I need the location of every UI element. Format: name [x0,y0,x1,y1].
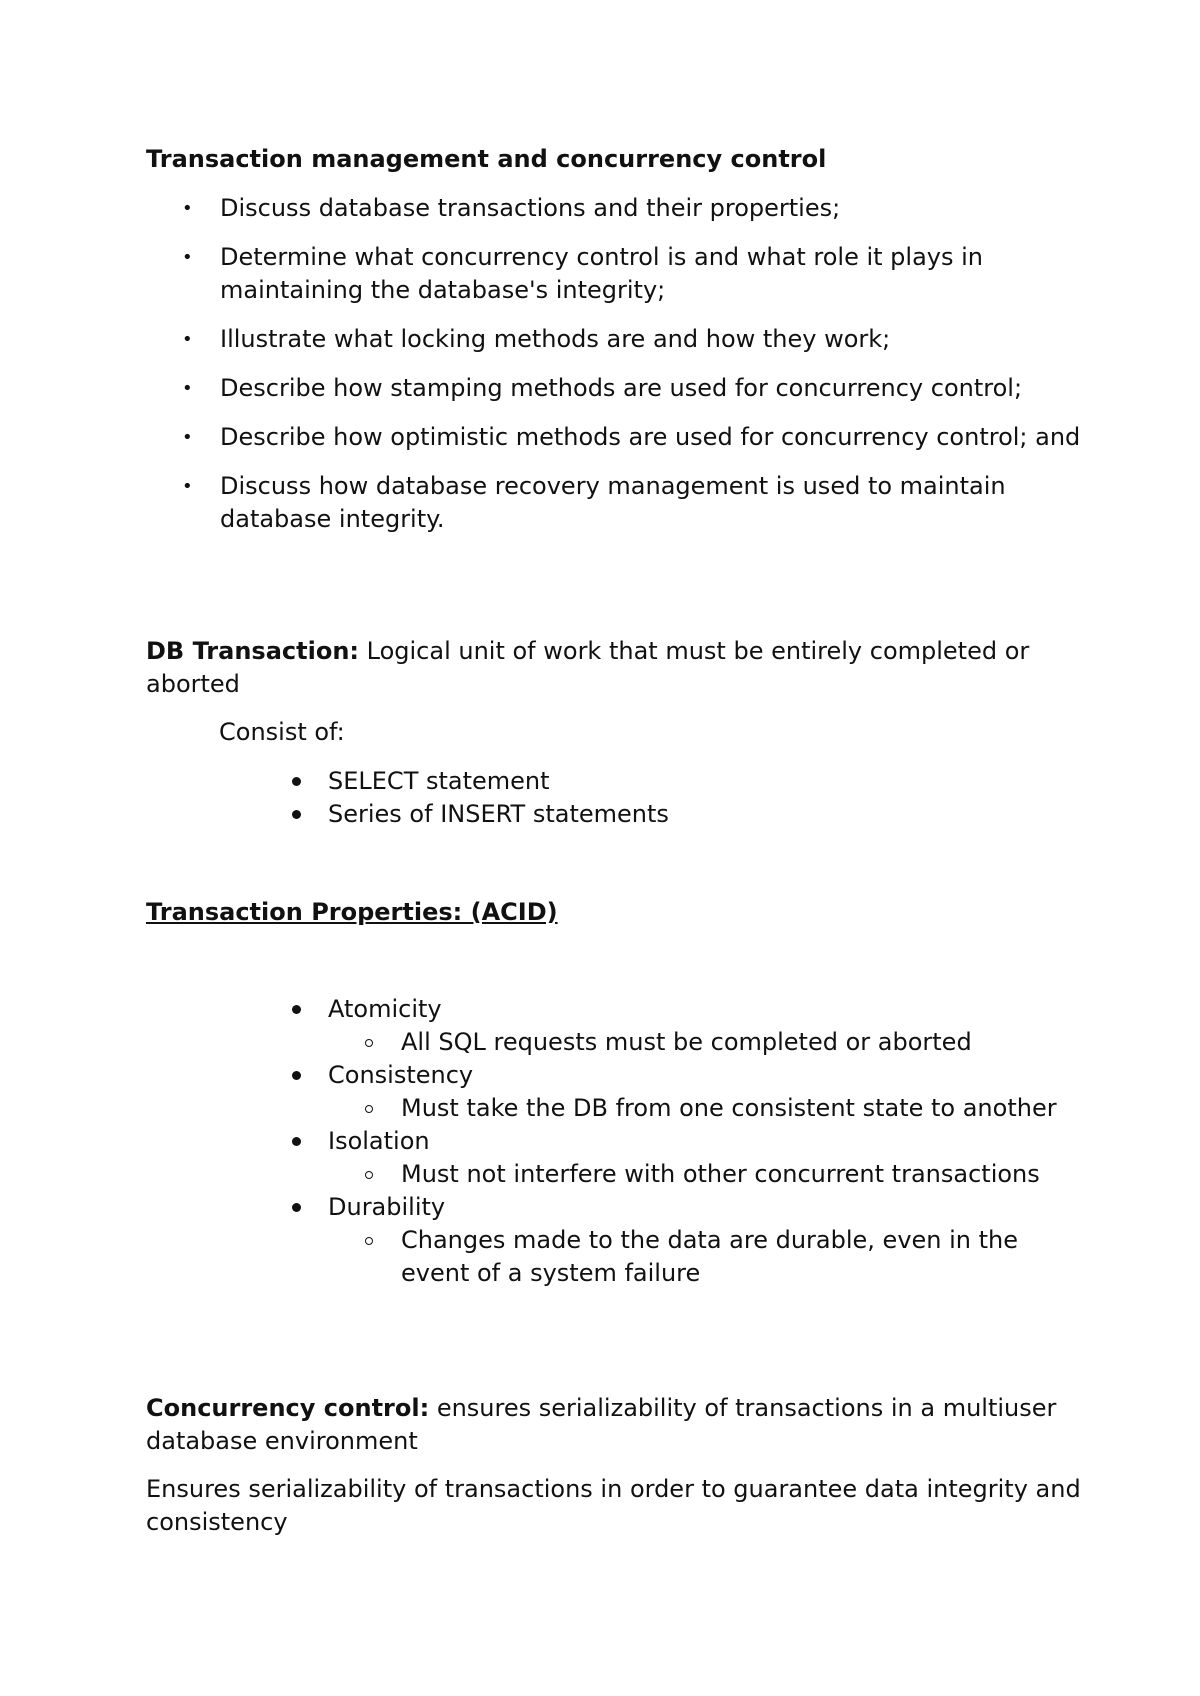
objectives-list [146,192,1086,552]
acid-properties-list [292,993,1072,1290]
list-item: • Discuss database transactions and their properties; [146,192,1086,225]
circle-bullet-icon [365,1039,373,1047]
list-item: Series of INSERT statements [292,798,669,831]
acid-property-name: Isolation [328,1127,430,1155]
bullet-icon [292,1203,301,1212]
concurrency-control-definition [146,1392,1086,1458]
document-heading: Transaction management and concurrency control [146,145,827,173]
list-item [292,1059,1072,1125]
circle-bullet-icon [365,1105,373,1113]
bullet-icon: • [182,198,193,219]
list-item: SELECT statement [292,765,669,798]
bullet-icon [292,777,301,786]
consist-of-list [292,765,669,831]
circle-bullet-icon [365,1171,373,1179]
db-transaction-label: DB Transaction: [146,637,359,665]
circle-bullet-icon [365,1237,373,1245]
acid-property-detail: Changes made to the data are durable, even in the event of a system failure [401,1226,1019,1287]
list-item [365,1026,1072,1059]
acid-property-name: Durability [328,1193,446,1221]
bullet-icon: • [182,427,193,448]
list-item [292,993,1072,1059]
list-item: • Discuss how database recovery management is used to maintain database integrity. [182,472,1006,533]
bullet-icon [292,1137,301,1146]
db-transaction-text: Logical unit of work that must be entirely completed or aborted [146,637,1030,698]
concurrency-control-label: Concurrency control: [146,1394,430,1422]
list-item [292,1191,1072,1290]
acid-property-detail: Must not interfere with other concurrent transactions [401,1160,1040,1188]
acid-property-detail: Must take the DB from one consistent state to another [401,1094,1057,1122]
concurrency-control-text: ensures serializability of transactions in a multiuser database environment [146,1394,1057,1455]
acid-property-name: Atomicity [328,995,442,1023]
list-item: • Describe how stamping methods are used for concurrency control; [146,372,1086,405]
bullet-icon: • [182,378,193,399]
bullet-icon: • [182,329,193,350]
acid-property-name: Consistency [328,1061,474,1089]
acid-section-title: Transaction Properties: (ACID) [146,898,558,926]
acid-property-detail: All SQL requests must be completed or aborted [401,1028,972,1056]
db-transaction-definition [146,635,1086,701]
list-item: • Determine what concurrency control is and what role it plays in maintaining the database's integrity; [182,243,983,304]
bullet-icon [292,810,301,819]
list-item: • Illustrate what locking methods are and how they work; [146,323,1086,356]
list-item [365,1092,1072,1125]
bullet-icon [292,1071,301,1080]
list-item [365,1158,1072,1191]
consist-of-label: Consist of: [219,718,345,746]
bullet-icon: • [182,476,193,497]
list-item [365,1224,1072,1290]
bullet-icon [292,1005,301,1014]
list-item: • Describe how optimistic methods are used for concurrency control; and [146,421,1086,454]
concurrency-paragraph: Ensures serializability of transactions in order to guarantee data integrity and consistency [146,1475,1081,1536]
list-item [292,1125,1072,1191]
bullet-icon: • [182,247,193,268]
